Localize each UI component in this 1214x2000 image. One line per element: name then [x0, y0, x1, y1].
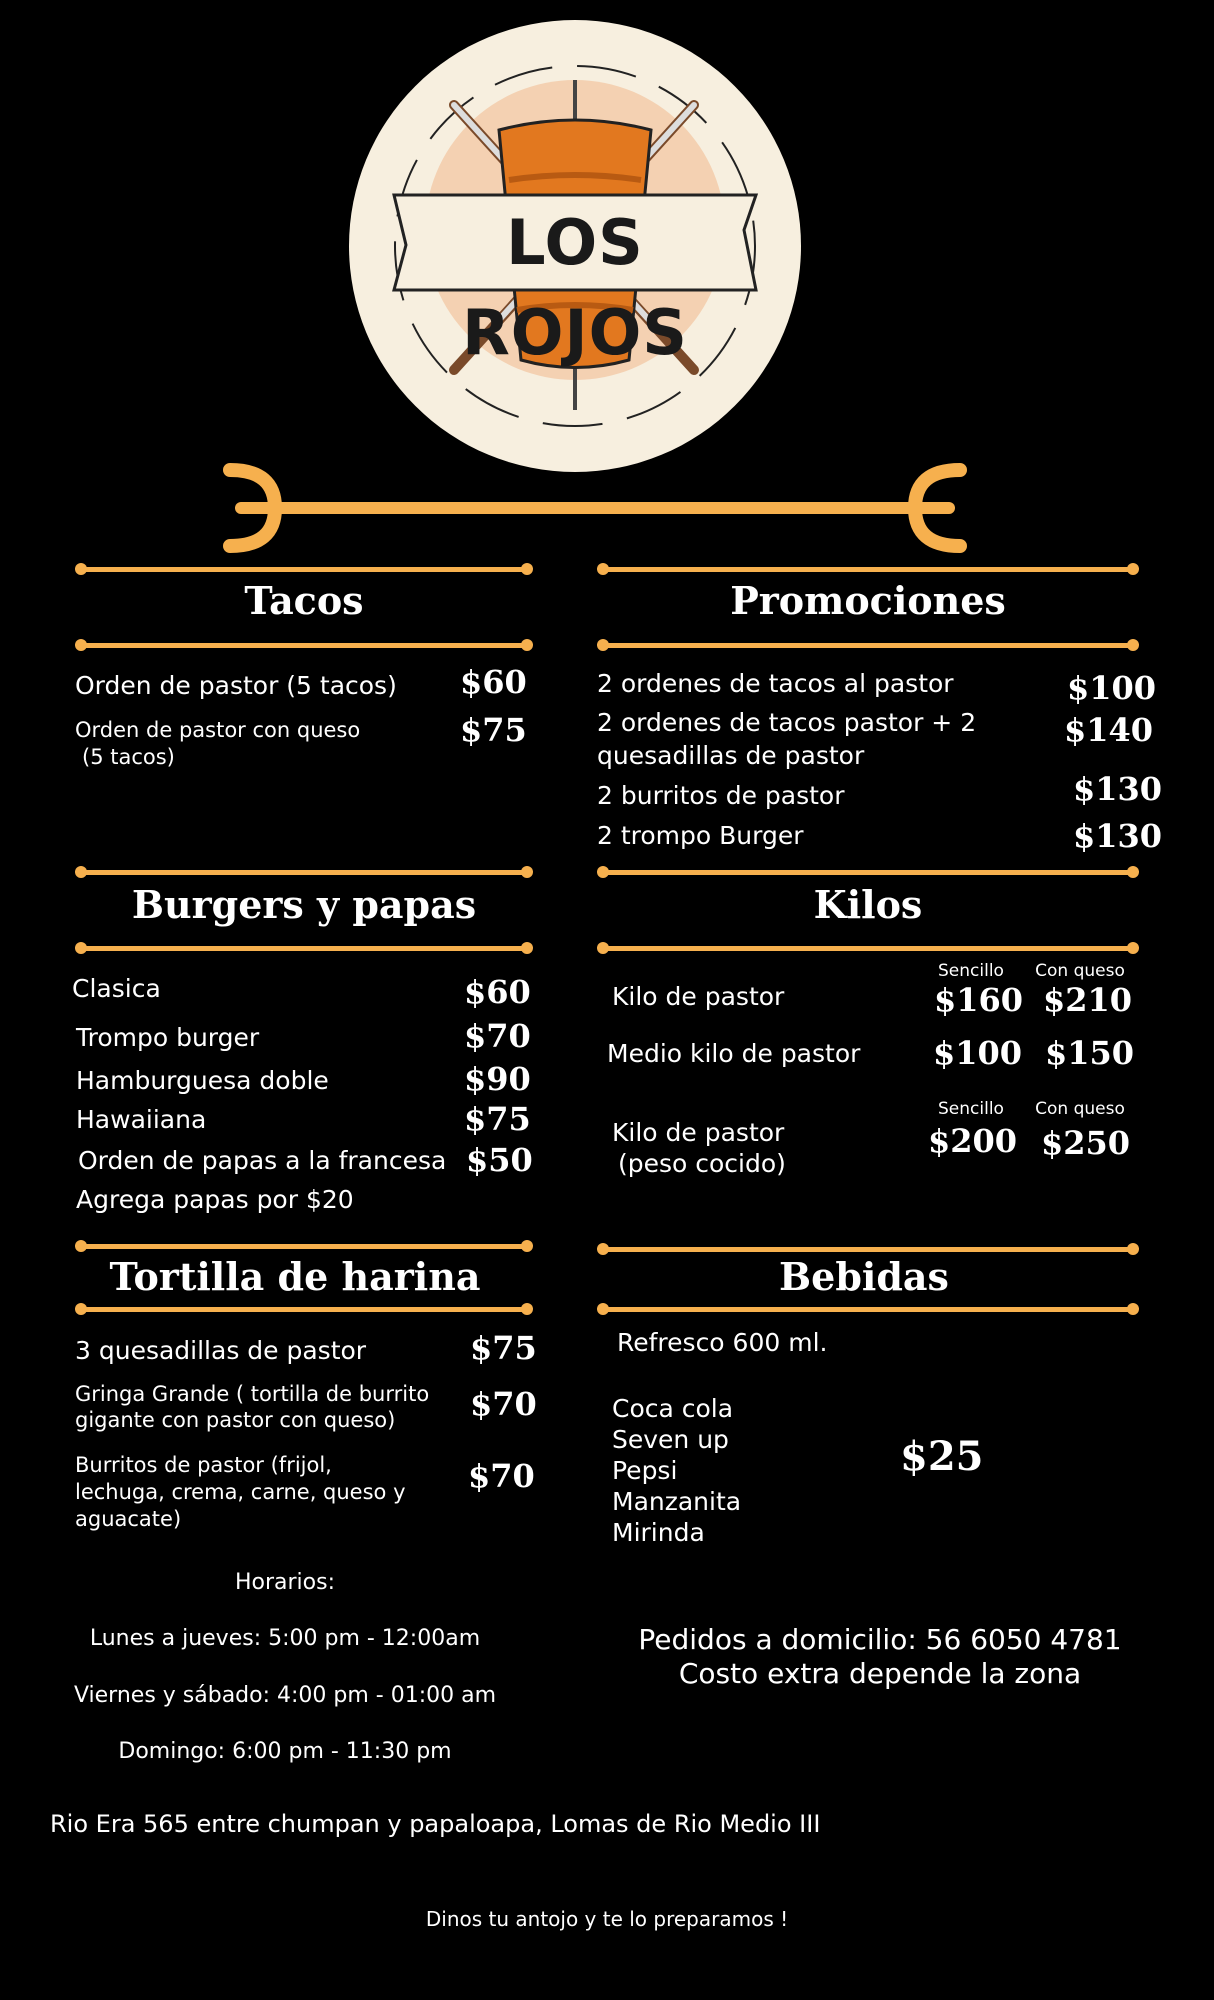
burgers-top-rule [75, 867, 533, 877]
tortilla-title: Tortilla de harina [109, 1254, 481, 1299]
burger-item-price: $60 [464, 973, 531, 1011]
tortilla-item-name: 3 quesadillas de pastor [75, 1336, 367, 1365]
kilos-item-queso: $210 [1043, 981, 1133, 1019]
tortilla-item-price: $70 [468, 1457, 535, 1495]
burger-item-price: $70 [464, 1017, 531, 1055]
promociones-title: Promociones [730, 578, 1006, 623]
tortilla-item-name-cont: aguacate) [75, 1507, 182, 1531]
logo [349, 20, 801, 472]
tortilla-item-name-cont: lechuga, crema, carne, queso y [75, 1480, 406, 1504]
kilos-item-name-cont: (peso cocido) [618, 1149, 786, 1178]
bebidas-bottom-rule [597, 1304, 1139, 1314]
kilos-top-rule [597, 867, 1139, 877]
bebidas-drink: Mirinda [612, 1518, 705, 1547]
promociones-bottom-rule [597, 640, 1139, 650]
tortilla-item-price: $75 [470, 1329, 537, 1367]
kilos-col-sencillo: Sencillo [938, 1099, 1004, 1119]
kilos-col-queso: Con queso [1035, 1099, 1125, 1119]
burger-item-name: Orden de papas a la francesa [78, 1146, 447, 1175]
bebidas-drink: Pepsi [612, 1456, 678, 1485]
promo-item-price: $130 [1073, 817, 1163, 855]
address: Rio Era 565 entre chumpan y papaloapa, Lomas de Rio Medio III [50, 1810, 821, 1838]
horarios-title: Horarios: [234, 1570, 336, 1595]
promo-item-price: $140 [1064, 711, 1154, 749]
kilos-bottom-rule [597, 943, 1139, 953]
horarios-line: Lunes a jueves: 5:00 pm - 12:00am [89, 1626, 481, 1651]
bebidas-title: Bebidas [779, 1254, 949, 1299]
kilos-item-name: Kilo de pastor [612, 982, 785, 1011]
burger-item-name: Trompo burger [76, 1023, 260, 1052]
promo-item-price: $130 [1073, 770, 1163, 808]
bebidas-subtitle: Refresco 600 ml. [617, 1328, 828, 1357]
burgers-title: Burgers y papas [131, 882, 477, 927]
bebidas-price: $25 [900, 1433, 984, 1480]
tacos-item-price: $60 [460, 663, 527, 701]
horarios-line: Domingo: 6:00 pm - 11:30 pm [118, 1739, 452, 1764]
promociones-top-rule [597, 564, 1139, 574]
promo-item-name: 2 ordenes de tacos al pastor [597, 669, 954, 698]
kilos-item-queso: $150 [1045, 1034, 1135, 1072]
promo-item-name-cont: quesadillas de pastor [597, 741, 865, 770]
promo-item-name: 2 trompo Burger [597, 821, 804, 850]
burger-item-name: Hamburguesa doble [76, 1066, 329, 1095]
delivery-phone: Pedidos a domicilio: 56 6050 4781 [638, 1623, 1122, 1656]
tacos-item-price: $75 [460, 711, 527, 749]
burger-item-price: $90 [464, 1060, 531, 1098]
bebidas-drink: Coca cola [612, 1394, 734, 1423]
tortilla-bottom-rule [75, 1304, 533, 1314]
tagline: Dinos tu antojo y te lo preparamos ! [425, 1907, 789, 1931]
tacos-item-name-cont: (5 tacos) [82, 745, 175, 769]
burger-item-name: Clasica [72, 974, 161, 1003]
kilos-item-queso: $250 [1041, 1124, 1131, 1162]
burger-item-price: $50 [466, 1141, 533, 1179]
kilos-item-name: Medio kilo de pastor [607, 1039, 861, 1068]
kilos-item-sencillo: $100 [933, 1034, 1023, 1072]
horarios-line: Viernes y sábado: 4:00 pm - 01:00 am [73, 1683, 497, 1708]
tacos-item-name: Orden de pastor con queso [75, 718, 361, 742]
bebidas-drink: Seven up [612, 1425, 729, 1454]
tacos-item-name: Orden de pastor (5 tacos) [75, 671, 397, 700]
tacos-top-rule [75, 564, 533, 574]
tortilla-item-name: Burritos de pastor (frijol, [75, 1453, 332, 1477]
tortilla-item-name-cont: gigante con pastor con queso) [75, 1408, 396, 1432]
burger-item-price: $75 [464, 1100, 531, 1138]
tortilla-item-price: $70 [470, 1385, 537, 1423]
tacos-bottom-rule [75, 640, 533, 650]
bebidas-top-rule [597, 1244, 1139, 1254]
promo-item-price: $100 [1067, 669, 1157, 707]
promo-item-name: 2 ordenes de tacos pastor + 2 [597, 708, 977, 737]
tortilla-item-name: Gringa Grande ( tortilla de burrito [75, 1382, 430, 1406]
kilos-title: Kilos [813, 882, 923, 927]
kilos-item-sencillo: $200 [928, 1122, 1018, 1160]
kilos-item-sencillo: $160 [934, 981, 1024, 1019]
trident-divider-icon [215, 450, 975, 560]
promo-item-name: 2 burritos de pastor [597, 781, 845, 810]
burger-item-name: Hawaiiana [76, 1105, 207, 1134]
kilos-col-sencillo: Sencillo [938, 961, 1004, 981]
tortilla-top-rule [75, 1241, 533, 1251]
logo-text: LOS ROJOS [462, 206, 688, 369]
burger-note: Agrega papas por $20 [76, 1185, 354, 1214]
bebidas-drink: Manzanita [612, 1487, 742, 1516]
burgers-bottom-rule [75, 943, 533, 953]
delivery-note: Costo extra depende la zona [678, 1657, 1082, 1690]
tacos-title: Tacos [244, 578, 364, 623]
kilos-item-name: Kilo de pastor [612, 1118, 785, 1147]
kilos-col-queso: Con queso [1035, 961, 1125, 981]
